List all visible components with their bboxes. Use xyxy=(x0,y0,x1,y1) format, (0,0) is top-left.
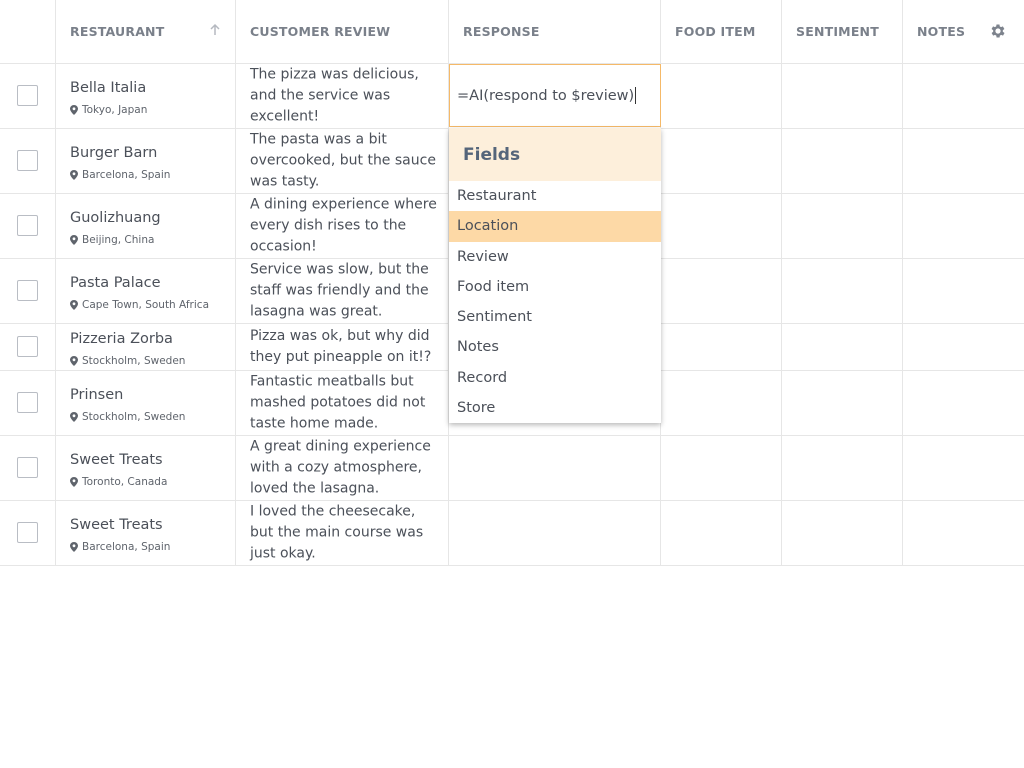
restaurant-cell[interactable] xyxy=(56,324,236,370)
map-pin-icon xyxy=(70,300,78,310)
food-item-cell[interactable] xyxy=(661,194,782,258)
review-text: Service was slow, but the staff was friendly and the lasagna was great. xyxy=(250,261,429,320)
sentiment-cell[interactable] xyxy=(782,501,903,565)
dropdown-item-store[interactable]: Store xyxy=(457,400,496,417)
dropdown-item-record[interactable]: Record xyxy=(457,369,508,386)
table-row[interactable] xyxy=(0,436,1024,501)
notes-cell[interactable] xyxy=(903,324,1024,370)
review-cell[interactable] xyxy=(236,64,449,128)
select-cell xyxy=(0,324,56,370)
location-text: Toronto, Canada xyxy=(82,476,168,488)
dropdown-item-sentiment[interactable]: Sentiment xyxy=(457,309,532,326)
food-item-cell[interactable] xyxy=(661,371,782,435)
map-pin-icon xyxy=(70,105,78,115)
food-item-cell[interactable] xyxy=(661,259,782,323)
fields-dropdown xyxy=(449,128,661,423)
formula-input[interactable] xyxy=(449,64,661,127)
restaurant-name: Pasta Palace xyxy=(70,275,161,291)
review-cell[interactable] xyxy=(236,129,449,193)
row-checkbox[interactable] xyxy=(17,215,38,236)
column-header-customer-review[interactable] xyxy=(236,0,449,63)
map-pin-icon xyxy=(70,235,78,245)
column-header-label: RESTAURANT xyxy=(70,24,165,39)
restaurant-cell[interactable] xyxy=(56,436,236,500)
notes-cell[interactable] xyxy=(903,194,1024,258)
row-checkbox[interactable] xyxy=(17,280,38,301)
notes-cell[interactable] xyxy=(903,436,1024,500)
restaurant-name: Prinsen xyxy=(70,387,124,403)
dropdown-item-review[interactable]: Review xyxy=(457,248,509,265)
review-cell[interactable] xyxy=(236,324,449,370)
sentiment-cell[interactable] xyxy=(782,259,903,323)
location-text: Tokyo, Japan xyxy=(82,104,148,116)
column-header-label: SENTIMENT xyxy=(796,24,879,39)
sentiment-cell[interactable] xyxy=(782,194,903,258)
formula-text: =AI(respond to $review) xyxy=(457,87,635,104)
dropdown-title: Fields xyxy=(449,128,661,181)
restaurant-location xyxy=(70,169,170,181)
row-checkbox[interactable] xyxy=(17,392,38,413)
restaurant-cell[interactable] xyxy=(56,371,236,435)
restaurant-cell[interactable] xyxy=(56,64,236,128)
dropdown-list xyxy=(449,181,661,423)
sentiment-cell[interactable] xyxy=(782,64,903,128)
location-text: Stockholm, Sweden xyxy=(82,411,186,423)
row-checkbox[interactable] xyxy=(17,85,38,106)
row-checkbox[interactable] xyxy=(17,457,38,478)
food-item-cell[interactable] xyxy=(661,64,782,128)
row-checkbox[interactable] xyxy=(17,522,38,543)
notes-cell[interactable] xyxy=(903,64,1024,128)
column-header-notes[interactable] xyxy=(903,0,1024,63)
food-item-cell[interactable] xyxy=(661,129,782,193)
restaurant-name: Sweet Treats xyxy=(70,517,163,533)
arrow-up-icon[interactable] xyxy=(208,22,222,38)
gear-icon[interactable] xyxy=(989,22,1007,40)
review-text: Pizza was ok, but why did they put pineapple on it!? xyxy=(250,328,432,365)
restaurant-cell[interactable] xyxy=(56,259,236,323)
review-text: I loved the cheesecake, but the main course was just okay. xyxy=(250,503,424,562)
row-checkbox[interactable] xyxy=(17,150,38,171)
notes-cell[interactable] xyxy=(903,501,1024,565)
food-item-cell[interactable] xyxy=(661,501,782,565)
restaurant-name: Pizzeria Zorba xyxy=(70,331,173,347)
column-header-response[interactable] xyxy=(449,0,661,63)
column-header-food-item[interactable] xyxy=(661,0,782,63)
location-text: Stockholm, Sweden xyxy=(82,355,186,367)
map-pin-icon xyxy=(70,542,78,552)
restaurant-name: Burger Barn xyxy=(70,145,158,161)
dropdown-item-restaurant[interactable]: Restaurant xyxy=(457,188,537,204)
response-cell[interactable] xyxy=(449,501,661,565)
column-header-restaurant[interactable] xyxy=(56,0,236,63)
review-cell[interactable] xyxy=(236,194,449,258)
review-cell[interactable] xyxy=(236,436,449,500)
column-header-label: CUSTOMER REVIEW xyxy=(250,24,391,39)
restaurant-cell[interactable] xyxy=(56,501,236,565)
select-cell xyxy=(0,194,56,258)
notes-cell[interactable] xyxy=(903,129,1024,193)
location-text: Cape Town, South Africa xyxy=(82,299,209,311)
review-cell[interactable] xyxy=(236,501,449,565)
map-pin-icon xyxy=(70,477,78,487)
review-cell[interactable] xyxy=(236,259,449,323)
restaurant-location xyxy=(70,234,154,246)
dropdown-item-location[interactable]: Location xyxy=(449,211,661,241)
column-header-label: RESPONSE xyxy=(463,24,540,39)
restaurant-cell[interactable] xyxy=(56,194,236,258)
restaurant-name: Guolizhuang xyxy=(70,210,161,226)
select-cell xyxy=(0,129,56,193)
text-caret xyxy=(635,87,636,104)
select-cell xyxy=(0,64,56,128)
review-text: The pasta was a bit overcooked, but the sauce was tasty. xyxy=(250,131,436,190)
restaurant-location xyxy=(70,476,167,488)
restaurant-location xyxy=(70,355,185,367)
map-pin-icon xyxy=(70,170,78,180)
restaurant-location xyxy=(70,104,147,116)
map-pin-icon xyxy=(70,412,78,422)
restaurant-name: Sweet Treats xyxy=(70,452,163,468)
dropdown-item-food-item[interactable]: Food item xyxy=(457,278,530,295)
restaurant-cell[interactable] xyxy=(56,129,236,193)
table-row[interactable] xyxy=(0,501,1024,566)
review-cell[interactable] xyxy=(236,371,449,435)
select-cell xyxy=(0,501,56,565)
review-text: The pizza was delicious, and the service was excellent! xyxy=(250,66,419,125)
notes-cell[interactable] xyxy=(903,259,1024,323)
dropdown-item-notes[interactable]: Notes xyxy=(457,339,499,356)
review-text: A dining experience where every dish rises to the occasion! xyxy=(250,196,437,255)
header-select-cell xyxy=(0,0,56,63)
food-item-cell[interactable] xyxy=(661,324,782,370)
select-cell xyxy=(0,259,56,323)
notes-cell[interactable] xyxy=(903,371,1024,435)
location-text: Barcelona, Spain xyxy=(82,541,171,553)
restaurant-location xyxy=(70,411,185,423)
review-text: A great dining experience with a cozy atmosphere, loved the lasagna. xyxy=(250,438,431,497)
restaurant-location xyxy=(70,299,209,311)
map-pin-icon xyxy=(70,356,78,366)
column-header-label: NOTES xyxy=(917,24,966,39)
sentiment-cell[interactable] xyxy=(782,129,903,193)
restaurant-name: Bella Italia xyxy=(70,80,147,96)
column-header-sentiment[interactable] xyxy=(782,0,903,63)
food-item-cell[interactable] xyxy=(661,436,782,500)
restaurant-location xyxy=(70,541,170,553)
response-cell[interactable] xyxy=(449,436,661,500)
column-header-label: FOOD ITEM xyxy=(675,24,756,39)
location-text: Beijing, China xyxy=(82,234,155,246)
review-text: Fantastic meatballs but mashed potatoes did not taste home made. xyxy=(250,373,426,432)
select-cell xyxy=(0,436,56,500)
sentiment-cell[interactable] xyxy=(782,371,903,435)
location-text: Barcelona, Spain xyxy=(82,169,171,181)
sentiment-cell[interactable] xyxy=(782,436,903,500)
header-row xyxy=(0,0,1024,64)
sentiment-cell[interactable] xyxy=(782,324,903,370)
select-cell xyxy=(0,371,56,435)
row-checkbox[interactable] xyxy=(17,336,38,357)
